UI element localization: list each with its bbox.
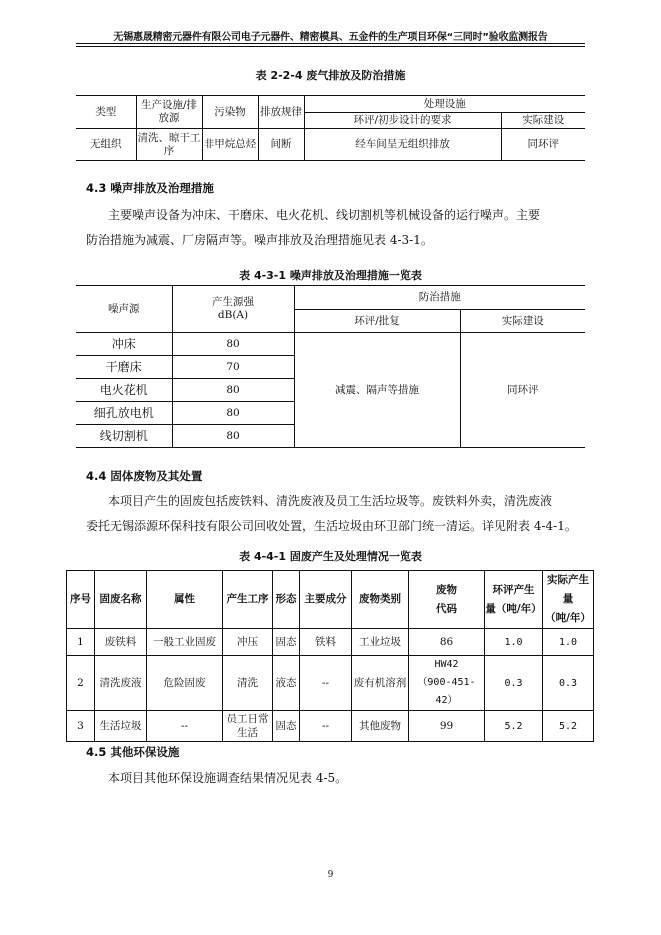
table-caption-4-4-1: 表 4-4-1 固废产生及处理情况一览表 xyxy=(239,550,422,563)
cell-code: 86 xyxy=(409,629,485,656)
section-heading-4-4: 4.4 固体废物及其处置 xyxy=(86,469,203,483)
section-heading-4-3: 4.3 噪声排放及治理措施 xyxy=(86,181,214,195)
col-header-actual: 实际建设 xyxy=(501,113,585,129)
noise-source: 线切割机 xyxy=(76,425,172,448)
cell-attr: -- xyxy=(147,711,223,742)
col-header-pattern: 排放规律 xyxy=(258,96,304,129)
noise-level: 80 xyxy=(172,379,294,402)
cell-no: 1 xyxy=(67,629,95,656)
col-header-code: 废物 代码 xyxy=(409,571,485,629)
cell-no: 3 xyxy=(67,711,95,742)
col-header-component: 主要成分 xyxy=(300,571,352,629)
cell-facility: 清洗、晾干工序 xyxy=(136,129,202,161)
cell-type: 无组织 xyxy=(76,129,136,161)
paragraph-line: 主要噪声设备为冲床、干磨床、电火花机、线切割机等机械设备的运行噪声。主要 xyxy=(108,208,541,222)
paragraph-4-3 xyxy=(86,203,585,253)
cell-pattern: 间断 xyxy=(258,129,304,161)
col-header-no: 序号 xyxy=(67,571,95,629)
page-number: 9 xyxy=(327,870,334,880)
cell-eia-amount: 0.3 xyxy=(485,656,543,711)
noise-table xyxy=(76,285,585,448)
col-header-eia: 环评/批复 xyxy=(294,310,460,333)
cell-actual-amount: 0.3 xyxy=(543,656,594,711)
cell-category: 工业垃圾 xyxy=(352,629,409,656)
cell-form: 液态 xyxy=(273,656,300,711)
table-caption-4-3-1: 表 4-3-1 噪声排放及治理措施一览表 xyxy=(239,269,422,282)
noise-actual: 同环评 xyxy=(460,333,585,448)
col-header-form: 形态 xyxy=(273,571,300,629)
col-header-actual-amount: 实际产生量 （吨/年） xyxy=(543,571,594,629)
cell-process: 清洗 xyxy=(223,656,273,711)
solid-waste-table xyxy=(66,570,594,742)
cell-attr: 危险固废 xyxy=(147,656,223,711)
cell-no: 2 xyxy=(67,656,95,711)
noise-source: 电火花机 xyxy=(76,379,172,402)
cell-pollutant: 非甲烷总烃 xyxy=(202,129,258,161)
paragraph-line: 本项目产生的固废包括废铁料、清洗废液及员工生活垃圾等。废铁料外卖，清洗废液 xyxy=(108,494,553,508)
cell-attr: 一般工业固废 xyxy=(147,629,223,656)
cell-eia-amount: 5.2 xyxy=(485,711,543,742)
col-header-process: 产生工序 xyxy=(223,571,273,629)
col-header-name: 固废名称 xyxy=(95,571,147,629)
paragraph-4-5 xyxy=(86,766,585,791)
cell-component: -- xyxy=(300,711,352,742)
paragraph-line: 防治措施为减震、厂房隔声等。噪声排放及治理措施见表 4-3-1。 xyxy=(86,233,433,247)
section-heading-4-5: 4.5 其他环保设施 xyxy=(86,745,180,759)
cell-process: 冲压 xyxy=(223,629,273,656)
cell-actual-amount: 5.2 xyxy=(543,711,594,742)
col-header-actual: 实际建设 xyxy=(460,310,585,333)
table-caption-2-2-4: 表 2-2-4 废气排放及防治措施 xyxy=(255,69,406,82)
noise-level: 70 xyxy=(172,356,294,379)
col-header-eia-amount: 环评产生 量（吨/年） xyxy=(485,571,543,629)
cell-component: 铁料 xyxy=(300,629,352,656)
noise-source: 冲床 xyxy=(76,333,172,356)
col-header-level: 产生源强dB(A) xyxy=(172,286,294,333)
noise-level: 80 xyxy=(172,425,294,448)
cell-component: -- xyxy=(300,656,352,711)
cell-actual: 同环评 xyxy=(501,129,585,161)
col-header-attr: 属性 xyxy=(147,571,223,629)
cell-category: 废有机溶剂 xyxy=(352,656,409,711)
cell-name: 清洗废液 xyxy=(95,656,147,711)
cell-form: 固态 xyxy=(273,629,300,656)
col-header-measures: 处理设施 xyxy=(304,96,585,113)
cell-form: 固态 xyxy=(273,711,300,742)
noise-eia: 减震、隔声等措施 xyxy=(294,333,460,448)
col-header-type: 类型 xyxy=(76,96,136,129)
cell-code: HW42 （900-451-42） xyxy=(409,656,485,711)
cell-process: 员工日常生活 xyxy=(223,711,273,742)
noise-level: 80 xyxy=(172,333,294,356)
col-header-eia: 环评/初步设计的要求 xyxy=(304,113,501,129)
cell-eia-amount: 1.0 xyxy=(485,629,543,656)
col-header-source: 噪声源 xyxy=(76,286,172,333)
col-header-facility: 生产设施/排放源 xyxy=(136,96,202,129)
paragraph-4-4 xyxy=(86,489,585,539)
col-header-pollutant: 污染物 xyxy=(202,96,258,129)
header-rule xyxy=(76,43,585,44)
col-header-measures: 防治措施 xyxy=(294,286,585,310)
exhaust-gas-table xyxy=(76,95,585,161)
noise-source: 干磨床 xyxy=(76,356,172,379)
cell-name: 废铁料 xyxy=(95,629,147,656)
cell-eia: 经车间呈无组织排放 xyxy=(304,129,501,161)
running-header: 无锡惠晟精密元器件有限公司电子元器件、精密模具、五金件的生产项目环保“三同时”验收监测报告 xyxy=(113,32,548,43)
noise-source: 细孔放电机 xyxy=(76,402,172,425)
header-rule-thin xyxy=(76,46,585,47)
cell-actual-amount: 1.0 xyxy=(543,629,594,656)
noise-level: 80 xyxy=(172,402,294,425)
cell-code: 99 xyxy=(409,711,485,742)
cell-category: 其他废物 xyxy=(352,711,409,742)
col-header-category: 废物类别 xyxy=(352,571,409,629)
cell-name: 生活垃圾 xyxy=(95,711,147,742)
paragraph-line: 本项目其他环保设施调查结果情况见表 4-5。 xyxy=(108,771,348,785)
paragraph-line: 委托无锡添源环保科技有限公司回收处置，生活垃圾由环卫部门统一清运。详见附表 4-4-1。 xyxy=(86,519,577,533)
